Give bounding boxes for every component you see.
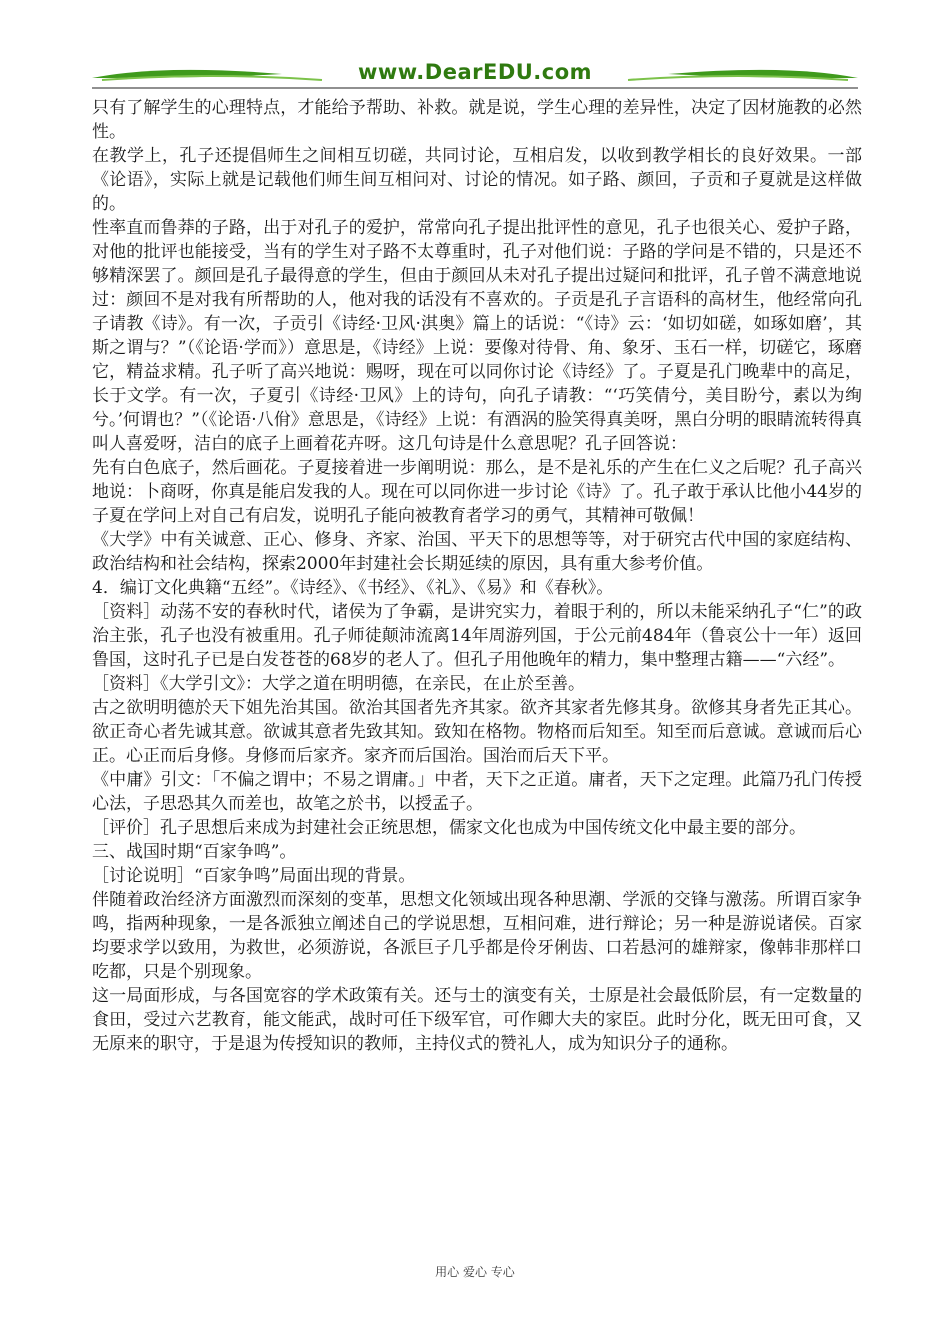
paragraph: ［资料］动荡不安的春秋时代，诸侯为了争霸，是讲究实力，着眼于利的，所以未能采纳孔子“仁”的政治主张，孔子也没有被重用。孔子师徒颠沛流离14年周游列国，于公元前484年（鲁哀公十一年）返回鲁国，这时孔子已是白发苍苍的68岁的老人了。但孔子用他晚年的精力，集中整理古籍——“六经”。 — [92, 602, 862, 670]
paragraph: ［评价］孔子思想后来成为封建社会正统思想，儒家文化也成为中国传统文化中最主要的部分。 — [92, 818, 806, 838]
site-logo[interactable]: www.DearEDU.com — [357, 60, 593, 84]
paragraph: 在教学上，孔子还提倡师生之间相互切磋，共同讨论，互相启发，以收到教学相长的良好效果。一部《论语》，实际上就是记载他们师生间互相问对、讨论的情况。如子路、颜回，子贡和子夏就是这样做的。 — [92, 146, 862, 214]
paragraph: 《大学》中有关诚意、正心、修身、齐家、治国、平天下的思想等等，对于研究古代中国的家庭结构、政治结构和社会结构，探索2000年封建社会长期延续的原因，具有重大参考价值。 — [92, 530, 862, 574]
paragraph: ［讨论说明］“百家争鸣”局面出现的背景。 — [92, 866, 416, 886]
paragraph: 只有了解学生的心理特点，才能给予帮助、补救。就是说，学生心理的差异性，决定了因材施教的必然性。 — [92, 98, 862, 142]
section-heading: 三、战国时期“百家争鸣”。 — [92, 842, 297, 862]
paragraph: 先有白色底子，然后画花。子夏接着进一步阐明说：那么，是不是礼乐的产生在仁义之后呢？孔子高兴地说：卜商呀，你真是能启发我的人。现在可以同你进一步讨论《诗》了。孔子敢于承认比他小44岁的子夏在学问上对自己有启发，说明孔子能向被教育者学习的勇气，其精神可敬佩！ — [92, 458, 862, 526]
paragraph: 《中庸》引文：「不偏之谓中；不易之谓庸。」中者，天下之正道。庸者，天下之定理。此篇乃孔门传授心法，子思恐其久而差也，故笔之於书，以授孟子。 — [92, 770, 862, 814]
paragraph: ［资料］《大学引文》：大学之道在明明德，在亲民，在止於至善。 — [92, 674, 585, 694]
paragraph: 古之欲明明德於天下姐先治其国。欲治其国者先齐其家。欲齐其家者先修其身。欲修其身者先正其心。欲正奇心者先诚其意。欲诚其意者先致其知。致知在格物。物格而后知至。知至而后意诚。意诚而后心正。心正而后身修。身修而后家齐。家齐而后国治。国治而后天下平。 — [92, 698, 862, 766]
section-item: 4．编订文化典籍“五经”。《诗经》、《书经》、《礼》、《易》和《春秋》。 — [92, 578, 614, 598]
paragraph: 伴随着政治经济方面激烈而深刻的变革，思想文化领域出现各种思潮、学派的交锋与激荡。所谓百家争鸣，指两种现象，一是各派独立阐述自己的学说思想，互相问难，进行辩论；另一种是游说诸侯。百家均要求学以致用，为救世，必须游说，各派巨子几乎都是伶牙俐齿、口若悬河的雄辩家，像韩非那样口吃都，只是个别现象。 — [92, 890, 862, 982]
page-footer: 用心 爱心 专心 — [435, 1265, 515, 1279]
paragraph: 性率直而鲁莽的子路，出于对孔子的爱护，常常向孔子提出批评性的意见，孔子也很关心、爱护子路，对他的批评也能接受，当有的学生对子路不太尊重时，孔子对他们说：子路的学问是不错的，只是还不够精深罢了。颜回是孔子最得意的学生，但由于颜回从未对孔子提出过疑问和批评，孔子曾不满意地说过：颜回不是对我有所帮助的人，他对我的话没有不喜欢的。子贡是孔子言语科的高材生，他经常向孔子请教《诗》。有一次，子贡引《诗经·卫风·淇奥》篇上的话说：“《诗》云：‘如切如磋，如琢如磨’，其斯之谓与？”（《论语·学而》）意思是，《诗经》上说：要像对待骨、角、象牙、玉石一样，切磋它，琢磨它，精益求精。孔子听了高兴地说：赐呀，现在可以同你讨论《诗经》了。子夏是孔门晚辈中的高足，长于文学。有一次，子夏引《诗经·卫风》上的诗句，向孔子请教：“‘巧笑倩兮，美目盼兮，素以为绚兮。’何谓也？”（《论语·八佾》意思是，《诗经》上说：有酒涡的脸笑得真美呀，黑白分明的眼睛流转得真叫人喜爱呀，洁白的底子上画着花卉呀。这几句诗是什么意思呢？孔子回答说： — [92, 218, 862, 454]
site-header — [92, 58, 858, 90]
paragraph: 这一局面形成，与各国宽容的学术政策有关。还与士的演变有关，士原是社会最低阶层，有一定数量的食田，受过六艺教育，能文能武，战时可任下级军官，可作卿大夫的家臣。此时分化，既无田可食，又无原来的职守，于是退为传授知识的教师，主持仪式的赞礼人，成为知识分子的通称。 — [92, 986, 862, 1054]
document-body — [92, 96, 862, 1056]
